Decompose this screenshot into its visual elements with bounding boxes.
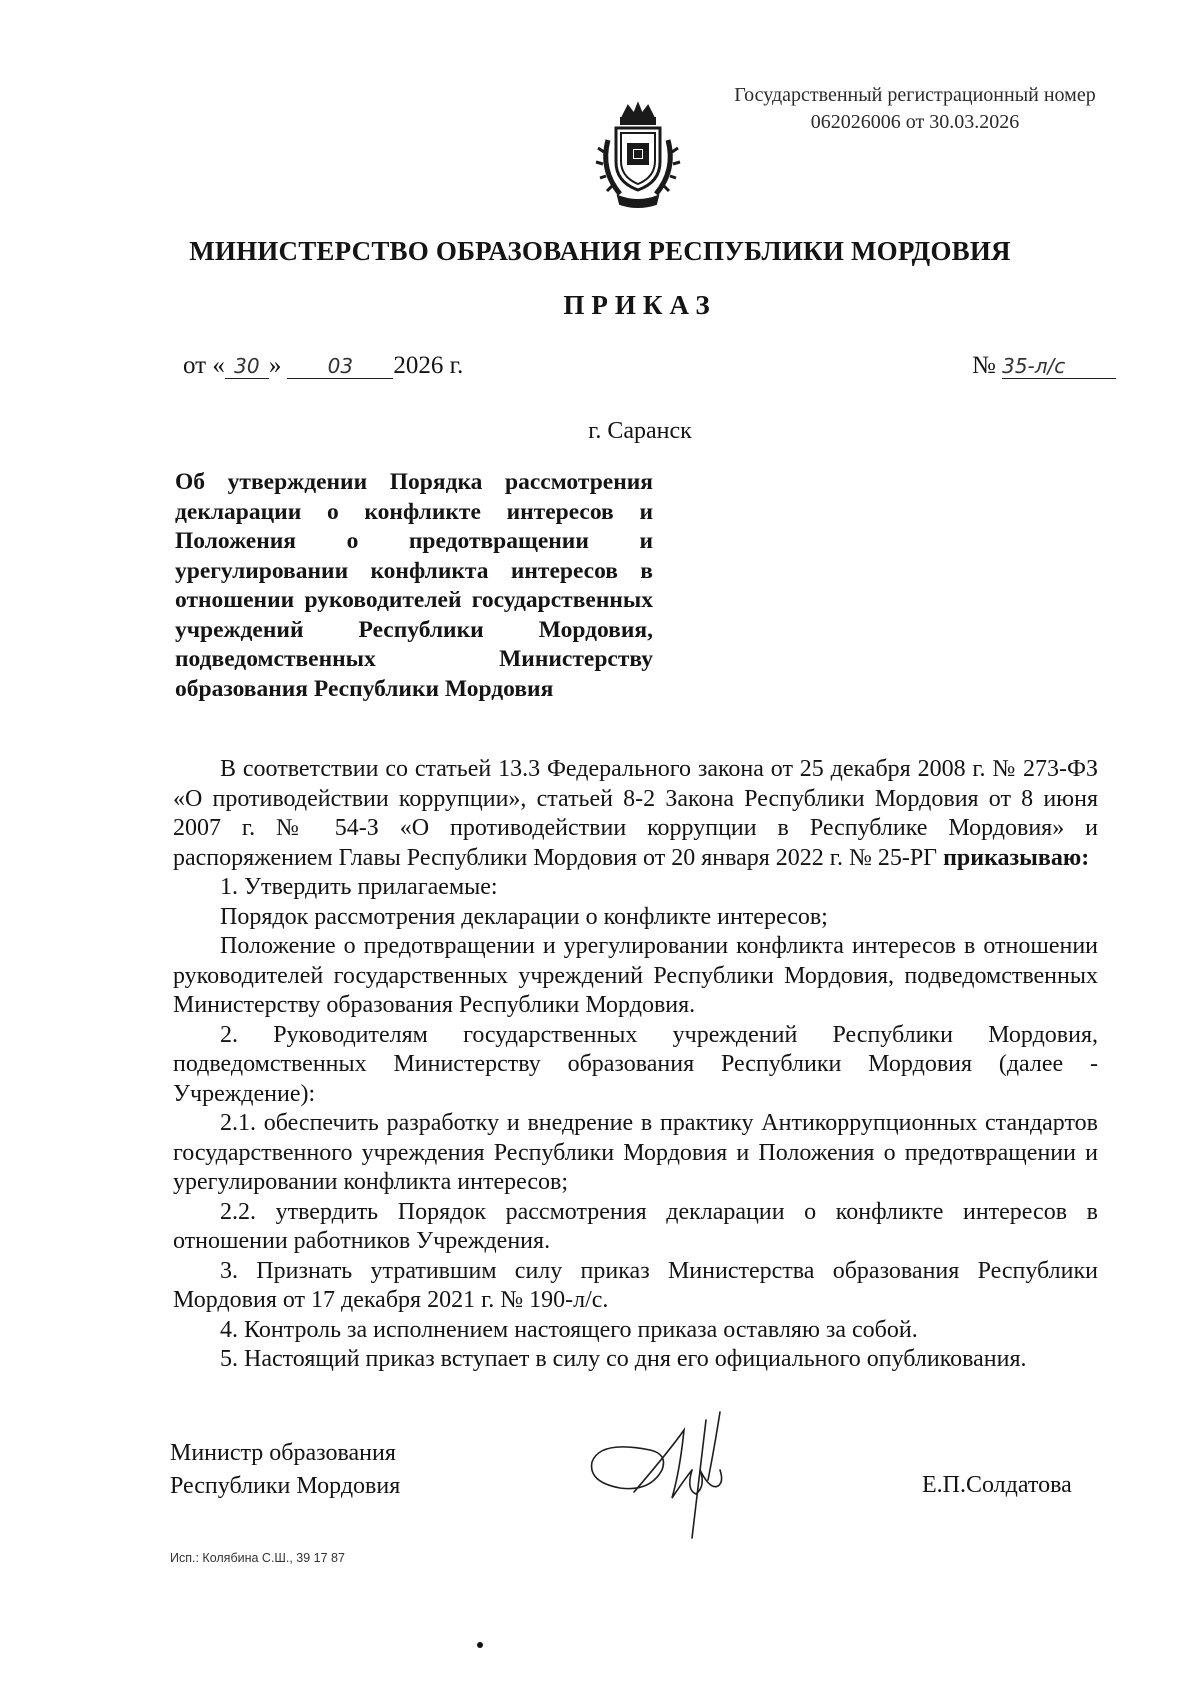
- date-mid: »: [268, 352, 282, 379]
- order-word: приказываю:: [943, 844, 1090, 871]
- signatory-position-line1: Министр образования: [170, 1440, 396, 1466]
- date-day: 30: [225, 354, 269, 379]
- order-body: [173, 755, 1098, 1375]
- order-item: 2.1. обеспечить разработку и внедрение в практику Антикоррупционных стандартов государственного учреждения Республики Мордовия и Положения о предотвращении и урегулировании конфликта интересов;: [173, 1110, 1098, 1195]
- date-year: 2026 г.: [393, 352, 464, 379]
- order-item: Порядок рассмотрения декларации о конфликте интересов;: [220, 903, 828, 930]
- order-subject: Об утверждении Порядка рассмотрения декларации о конфликте интересов и Положения о предотвращении и урегулировании конфликта интересов в отношении руководителей государственных учреждений Республики Мордовия, подведомственных Министерству образования Республики Мордовия: [175, 469, 653, 702]
- registration-number-value: 062026006 от 30.03.2026: [810, 111, 1020, 133]
- preamble: [173, 755, 1098, 873]
- handwritten-signature: [580, 1410, 770, 1560]
- coat-of-arms-icon: [594, 100, 682, 210]
- page-dot: [477, 1642, 483, 1648]
- number-value: 35-л/с: [1002, 354, 1116, 379]
- order-item: Положение о предотвращении и урегулировании конфликта интересов в отношении руководителей государственных учреждений Республики Мордовия, подведомственных Министерству образования Республики Мордовия.: [173, 933, 1098, 1018]
- signatory-position: [170, 1437, 400, 1503]
- order-item: 3. Признать утратившим силу приказ Министерства образования Республики Мордовия от 17 декабря 2021 г. № 190-л/с.: [173, 1257, 1098, 1313]
- signatory-name: Е.П.Солдатова: [922, 1472, 1072, 1498]
- registration-number: [700, 82, 1130, 136]
- order-date: [183, 352, 463, 380]
- order-number: [972, 352, 1116, 380]
- number-sign: №: [972, 352, 996, 379]
- date-month: 03: [287, 354, 393, 379]
- signatory-position-line2: Республики Мордовия: [170, 1473, 401, 1499]
- document-type: ПРИКАЗ: [563, 290, 717, 320]
- registration-number-label: Государственный регистрационный номер: [734, 84, 1096, 106]
- order-item: 2.2. утвердить Порядок рассмотрения декларации о конфликте интересов в отношении работников Учреждения.: [173, 1198, 1098, 1254]
- executor-note: Исп.: Колябина С.Ш., 39 17 87: [170, 1551, 345, 1565]
- order-item: 1. Утвердить прилагаемые:: [220, 874, 498, 900]
- order-item: 4. Контроль за исполнением настоящего приказа оставляю за собой.: [220, 1316, 918, 1343]
- order-item: 5. Настоящий приказ вступает в силу со дня его официального опубликования.: [220, 1346, 1027, 1372]
- city: г. Саранск: [588, 418, 692, 444]
- date-prefix: от «: [183, 352, 225, 379]
- order-item: 2. Руководителям государственных учреждений Республики Мордовия, подведомственных Министерству образования Республики Мордовия (далее - Учреждение):: [173, 1021, 1098, 1107]
- preamble-text: В соответствии со статьей 13.3 Федерального закона от 25 декабря 2008 г. № 273-ФЗ «О противодействии коррупции», статьей 8-2 Закона Республики Мордовия от 8 июня 2007 г. № 54-З «О противодействии коррупции в Республике Мордовия» и распоряжением Главы Республики Мордовия от 20 января 2022 г. № 25-РГ: [173, 756, 1098, 871]
- ministry-title: МИНИСТЕРСТВО ОБРАЗОВАНИЯ РЕСПУБЛИКИ МОРДОВИЯ: [189, 236, 1011, 266]
